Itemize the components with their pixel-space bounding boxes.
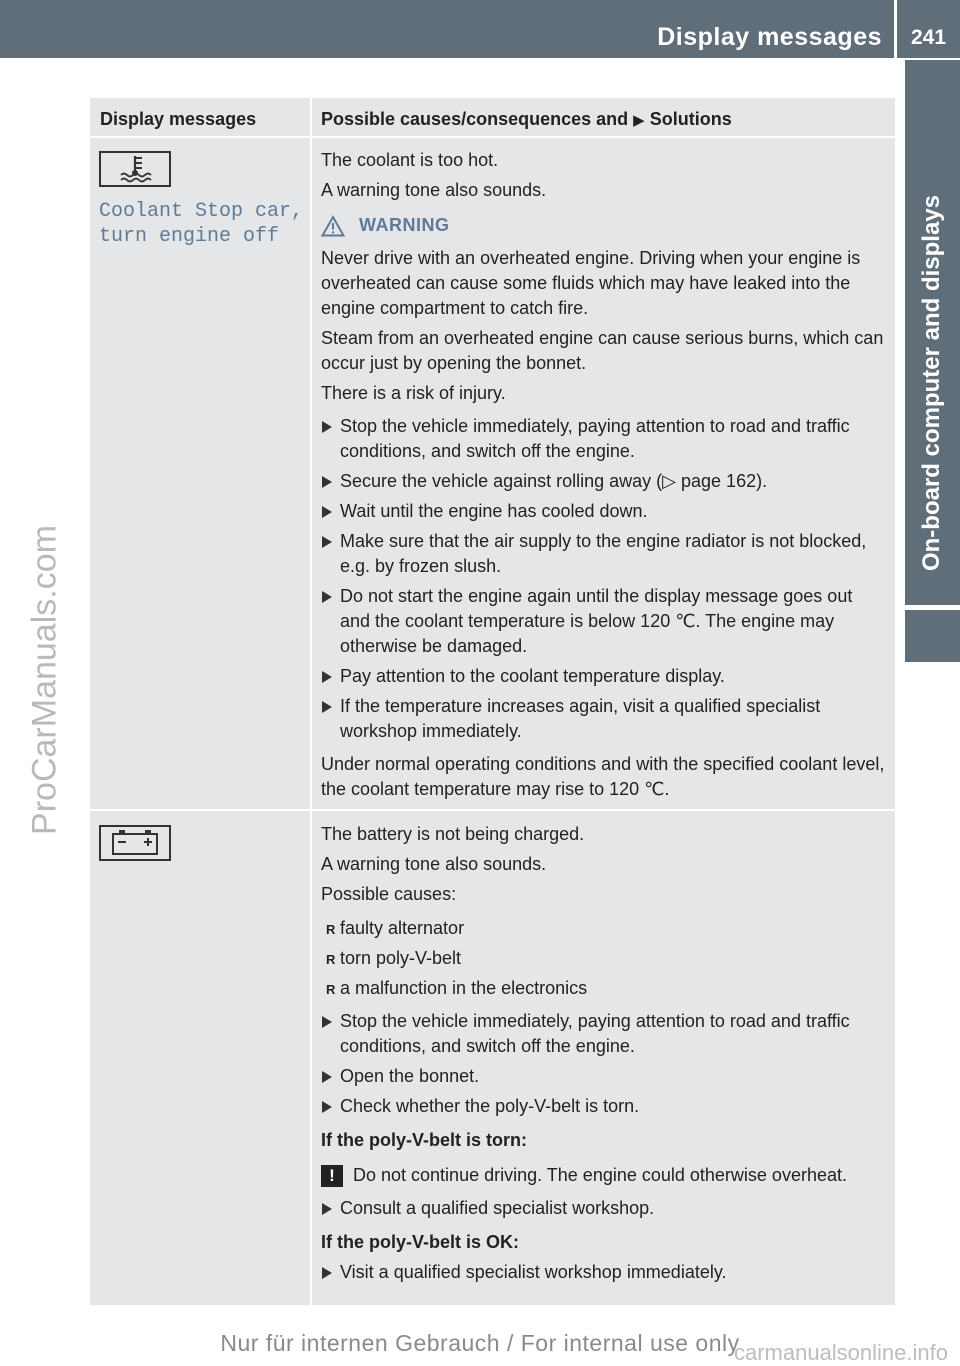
coolant-temperature-icon: [99, 151, 171, 187]
exclamation-icon: !: [321, 1165, 343, 1187]
page-header-bar: [0, 0, 960, 58]
warning-heading: [321, 213, 887, 238]
chapter-tab-marker: [905, 610, 960, 662]
warning-paragraph: Steam from an overheated engine can cause serious burns, which can occur just by opening the bonnet.: [321, 328, 884, 373]
section-title: Display messages: [657, 23, 882, 51]
display-messages-table: [90, 98, 895, 1305]
row-battery-message-cell: [99, 825, 304, 861]
row-coolant-message-cell: [99, 151, 304, 249]
instruction-step: If the temperature increases again, visit a qualified specialist workshop immediately.: [321, 694, 887, 744]
header-divider-line: [90, 136, 895, 138]
coolant-closing-note: Under normal operating conditions and with the specified coolant level, the coolant temperature may rise to 120 ℃.: [321, 754, 885, 799]
cause-bullet: R a malfunction in the electronics: [321, 976, 887, 1001]
col-header-causes-text: Possible causes/consequences and: [321, 109, 629, 129]
instruction-step: Stop the vehicle immediately, paying attention to road and traffic conditions, and switch off the engine.: [321, 1009, 887, 1059]
cause-bullet: R faulty alternator: [321, 916, 887, 941]
chapter-side-tab: [905, 60, 960, 605]
warning-label: WARNING: [359, 215, 450, 235]
ok-belt-heading: If the poly-V-belt is OK:: [321, 1232, 520, 1252]
battery-icon: [99, 825, 171, 861]
instruction-step: Wait until the engine has cooled down.: [321, 499, 887, 524]
coolant-line-1: The coolant is too hot.: [321, 150, 499, 170]
row-divider-line: [90, 809, 895, 811]
notice-text: Do not continue driving. The engine could otherwise overheat.: [353, 1165, 847, 1185]
coolant-message-text: Coolant Stop car, turn engine off: [99, 200, 304, 248]
col-header-messages: Display messages: [100, 109, 257, 129]
instruction-step: Stop the vehicle immediately, paying attention to road and traffic conditions, and switch off the engine.: [321, 414, 887, 464]
notice-block: [321, 1163, 887, 1188]
instruction-step: Pay attention to the coolant temperature display.: [321, 664, 887, 689]
instruction-step: Check whether the poly-V-belt is torn.: [321, 1094, 887, 1119]
chapter-label: On-board computer and displays: [918, 194, 945, 572]
instruction-step: Make sure that the air supply to the engine radiator is not blocked, e.g. by frozen slush.: [321, 529, 887, 579]
battery-line-1: The battery is not being charged.: [321, 824, 585, 844]
instruction-step: Open the bonnet.: [321, 1064, 887, 1089]
battery-line-2: A warning tone also sounds.: [321, 854, 547, 874]
cause-bullet: R torn poly-V-belt: [321, 946, 887, 971]
torn-belt-heading: If the poly-V-belt is torn:: [321, 1130, 527, 1150]
instruction-step: Secure the vehicle against rolling away (▷ page 162).: [321, 469, 887, 494]
bottom-watermark: carmanualsonline.info: [733, 1340, 948, 1365]
table-header: [90, 98, 895, 138]
page-footer: Nur für internen Gebrauch / For internal use only: [220, 1330, 740, 1356]
column-divider: [310, 98, 312, 1305]
left-watermark: ProCarManuals.com: [25, 525, 64, 835]
warning-paragraph: Never drive with an overheated engine. Driving when your engine is overheated can cause some fluids which may have leaked into the engine compartment to catch fire.: [321, 248, 861, 318]
warning-paragraph: There is a risk of injury.: [321, 383, 506, 403]
row-battery-solution-cell: [321, 822, 887, 1290]
coolant-line-2: A warning tone also sounds.: [321, 180, 547, 200]
row-coolant-solution-cell: [321, 148, 887, 807]
battery-line-3: Possible causes:: [321, 884, 457, 904]
col-header-solutions: [321, 98, 732, 138]
warning-triangle-icon: [321, 215, 345, 237]
col-header-solutions-text: Solutions: [649, 109, 732, 129]
arrow-right-icon: ▶: [633, 112, 645, 129]
instruction-step: Do not start the engine again until the display message goes out and the coolant temperature is below 120 ℃. The engine may otherwise be damaged.: [321, 584, 887, 659]
page-number: 241: [910, 26, 947, 49]
instruction-step: Consult a qualified specialist workshop.: [321, 1196, 887, 1221]
instruction-step: Visit a qualified specialist workshop immediately.: [321, 1260, 887, 1285]
